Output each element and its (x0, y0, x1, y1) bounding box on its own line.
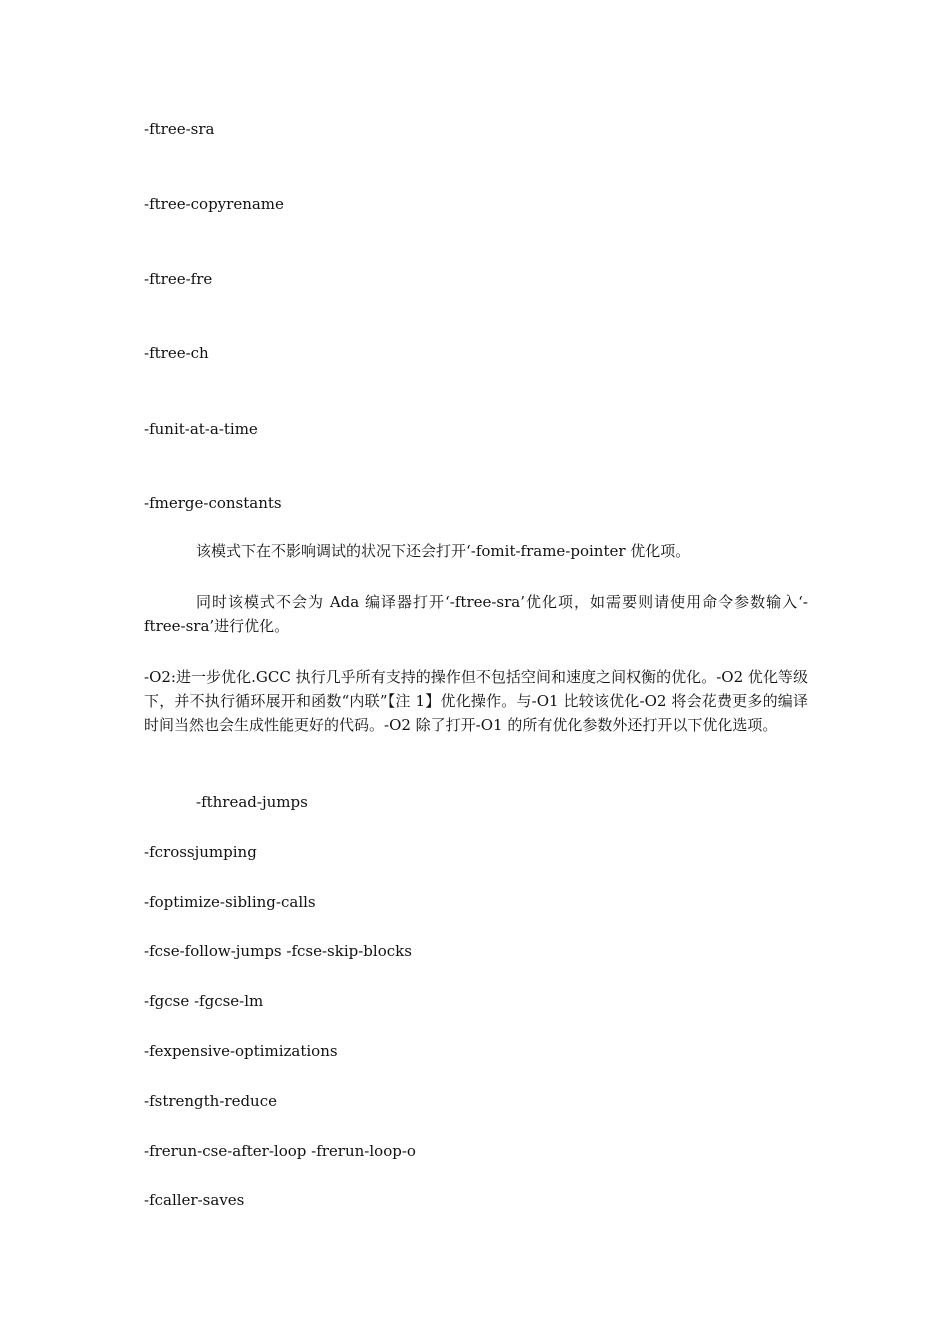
flag-fexpensive-optimizations: -fexpensive-optimizations (144, 1042, 338, 1060)
flag-foptimize-sibling-calls: -foptimize-sibling-calls (144, 893, 316, 911)
flag-fmerge-constants: -fmerge-constants (144, 494, 282, 512)
flag-funit-at-a-time: -funit-at-a-time (144, 420, 258, 438)
flag-ftree-ch: -ftree-ch (144, 344, 209, 362)
flag-fcaller-saves: -fcaller-saves (144, 1191, 245, 1209)
flag-frerun-cse-after-loop: -frerun-cse-after-loop -frerun-loop-o (144, 1142, 416, 1160)
flag-ftree-copyrename: -ftree-copyrename (144, 195, 284, 213)
flag-fstrength-reduce: -fstrength-reduce (144, 1092, 278, 1110)
flag-fcrossjumping: -fcrossjumping (144, 843, 257, 861)
flag-fcse-follow-jumps: -fcse-follow-jumps -fcse-skip-blocks (144, 942, 412, 960)
flag-fthread-jumps: -fthread-jumps (196, 793, 308, 811)
flag-ftree-fre: -ftree-fre (144, 270, 213, 288)
paragraph-o2-description: -O2:进一步优化.GCC 执行几乎所有支持的操作但不包括空间和速度之间权衡的优化。-O2 优化等级下，并不执行循环展开和函数“内联”【注 1】优化操作。与-O1 比较该优化-O2 将会花费更多的编译时间当然也会生成性能更好的代码。-O2 除了打开-O1 的所有优化参数外还打开以下优化选项。 (144, 668, 808, 734)
flag-ftree-sra: -ftree-sra (144, 120, 215, 138)
paragraph-omit-frame-pointer: 该模式下在不影响调试的状况下还会打开‘-fomit-frame-pointer 优化项。 (196, 542, 691, 560)
flag-fgcse: -fgcse -fgcse-lm (144, 992, 264, 1010)
paragraph-ada-note: 同时该模式不会为 Ada 编译器打开‘-ftree-sra’优化项，如需要则请使用命令参数输入‘-ftree-sra’进行优化。 (144, 593, 808, 635)
